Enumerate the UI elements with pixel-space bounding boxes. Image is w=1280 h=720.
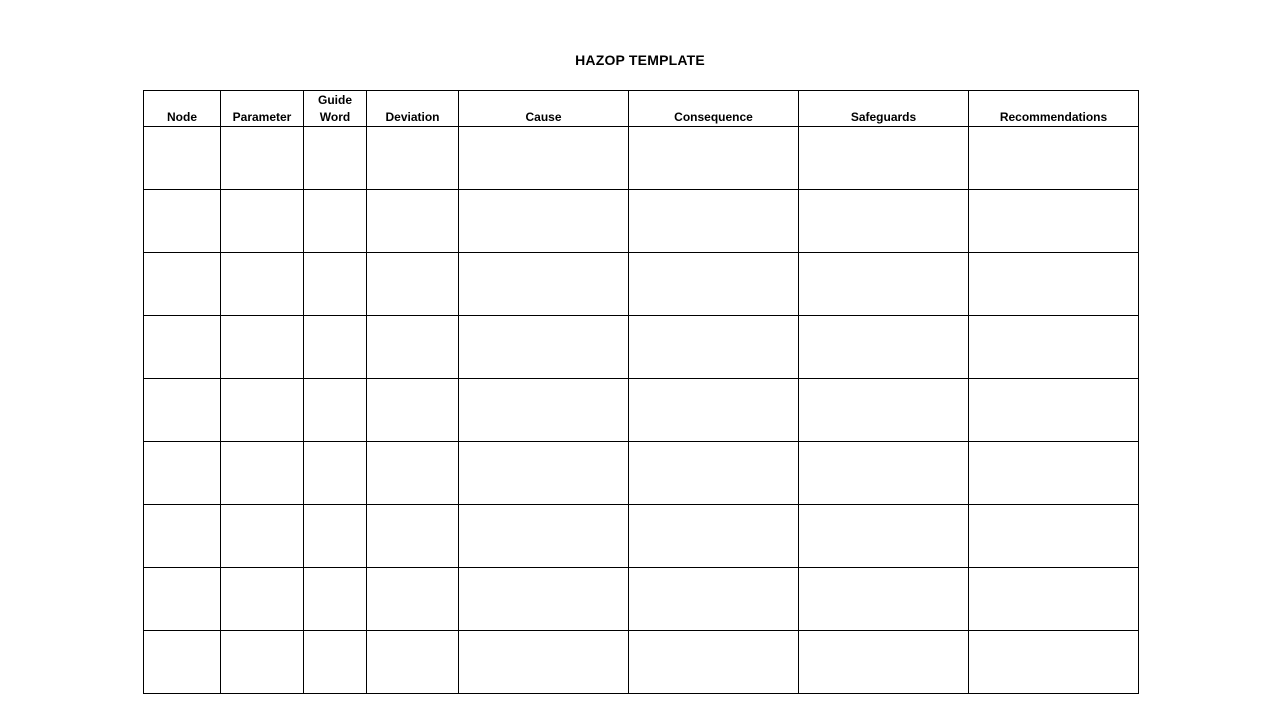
cell-parameter[interactable]: [221, 190, 304, 253]
cell-recommendations[interactable]: [969, 442, 1139, 505]
cell-guide-word[interactable]: [304, 505, 367, 568]
table-row: [144, 127, 1139, 190]
cell-consequence[interactable]: [629, 568, 799, 631]
cell-cause[interactable]: [459, 190, 629, 253]
header-parameter: [221, 91, 304, 127]
cell-consequence[interactable]: [629, 631, 799, 694]
cell-recommendations[interactable]: [969, 253, 1139, 316]
cell-cause[interactable]: [459, 442, 629, 505]
cell-cause[interactable]: [459, 631, 629, 694]
cell-safeguards[interactable]: [799, 190, 969, 253]
table-row: [144, 442, 1139, 505]
cell-guide-word[interactable]: [304, 379, 367, 442]
table-body: [144, 127, 1139, 694]
cell-parameter[interactable]: [221, 127, 304, 190]
cell-cause[interactable]: [459, 379, 629, 442]
header-cause: [459, 91, 629, 127]
cell-safeguards[interactable]: [799, 631, 969, 694]
table-row: [144, 568, 1139, 631]
header-safeguards: [799, 91, 969, 127]
cell-safeguards[interactable]: [799, 568, 969, 631]
header-node: [144, 91, 221, 127]
page-title: HAZOP TEMPLATE: [575, 52, 705, 68]
cell-recommendations[interactable]: [969, 316, 1139, 379]
cell-deviation[interactable]: [367, 316, 459, 379]
cell-cause[interactable]: [459, 127, 629, 190]
cell-safeguards[interactable]: [799, 442, 969, 505]
cell-deviation[interactable]: [367, 190, 459, 253]
cell-node[interactable]: [144, 190, 221, 253]
cell-recommendations[interactable]: [969, 631, 1139, 694]
cell-deviation[interactable]: [367, 505, 459, 568]
cell-consequence[interactable]: [629, 442, 799, 505]
table-row: [144, 505, 1139, 568]
cell-parameter[interactable]: [221, 442, 304, 505]
header-guide-word-line-1: Guide: [317, 93, 352, 107]
cell-consequence[interactable]: [629, 316, 799, 379]
table-row: [144, 631, 1139, 694]
cell-guide-word[interactable]: [304, 253, 367, 316]
cell-consequence[interactable]: [629, 190, 799, 253]
cell-parameter[interactable]: [221, 316, 304, 379]
cell-consequence[interactable]: [629, 253, 799, 316]
header-row: [144, 91, 1139, 127]
cell-cause[interactable]: [459, 505, 629, 568]
cell-guide-word[interactable]: [304, 127, 367, 190]
header-safeguards-label: Safeguards: [850, 110, 917, 124]
cell-deviation[interactable]: [367, 253, 459, 316]
header-recommendations-label: Recommendations: [999, 110, 1108, 124]
cell-safeguards[interactable]: [799, 253, 969, 316]
cell-recommendations[interactable]: [969, 505, 1139, 568]
cell-cause[interactable]: [459, 316, 629, 379]
header-node-label: Node: [167, 110, 197, 124]
cell-node[interactable]: [144, 379, 221, 442]
cell-guide-word[interactable]: [304, 316, 367, 379]
table-row: [144, 190, 1139, 253]
cell-parameter[interactable]: [221, 379, 304, 442]
header-consequence-label: Consequence: [674, 110, 753, 124]
cell-deviation[interactable]: [367, 379, 459, 442]
cell-deviation[interactable]: [367, 568, 459, 631]
cell-node[interactable]: [144, 442, 221, 505]
cell-parameter[interactable]: [221, 253, 304, 316]
cell-parameter[interactable]: [221, 505, 304, 568]
cell-consequence[interactable]: [629, 505, 799, 568]
cell-node[interactable]: [144, 253, 221, 316]
header-parameter-label: Parameter: [232, 110, 292, 124]
header-guide-word-line-2: Word: [319, 110, 351, 124]
cell-recommendations[interactable]: [969, 568, 1139, 631]
header-deviation-label: Deviation: [385, 110, 440, 124]
cell-recommendations[interactable]: [969, 379, 1139, 442]
cell-safeguards[interactable]: [799, 505, 969, 568]
table-row: [144, 316, 1139, 379]
table-row: [144, 253, 1139, 316]
cell-safeguards[interactable]: [799, 379, 969, 442]
cell-cause[interactable]: [459, 568, 629, 631]
cell-node[interactable]: [144, 631, 221, 694]
cell-deviation[interactable]: [367, 631, 459, 694]
cell-consequence[interactable]: [629, 127, 799, 190]
cell-safeguards[interactable]: [799, 127, 969, 190]
cell-parameter[interactable]: [221, 631, 304, 694]
cell-node[interactable]: [144, 505, 221, 568]
cell-parameter[interactable]: [221, 568, 304, 631]
cell-guide-word[interactable]: [304, 190, 367, 253]
cell-guide-word[interactable]: [304, 442, 367, 505]
header-deviation: [367, 91, 459, 127]
table-row: [144, 379, 1139, 442]
header-consequence: [629, 91, 799, 127]
cell-node[interactable]: [144, 127, 221, 190]
cell-deviation[interactable]: [367, 442, 459, 505]
cell-node[interactable]: [144, 568, 221, 631]
header-guide-word: [304, 91, 367, 127]
header-recommendations: [969, 91, 1139, 127]
cell-recommendations[interactable]: [969, 127, 1139, 190]
cell-recommendations[interactable]: [969, 190, 1139, 253]
cell-safeguards[interactable]: [799, 316, 969, 379]
header-cause-label: Cause: [525, 110, 562, 124]
cell-guide-word[interactable]: [304, 631, 367, 694]
cell-cause[interactable]: [459, 253, 629, 316]
cell-deviation[interactable]: [367, 127, 459, 190]
cell-node[interactable]: [144, 316, 221, 379]
cell-consequence[interactable]: [629, 379, 799, 442]
cell-guide-word[interactable]: [304, 568, 367, 631]
hazop-table: [143, 90, 1139, 694]
